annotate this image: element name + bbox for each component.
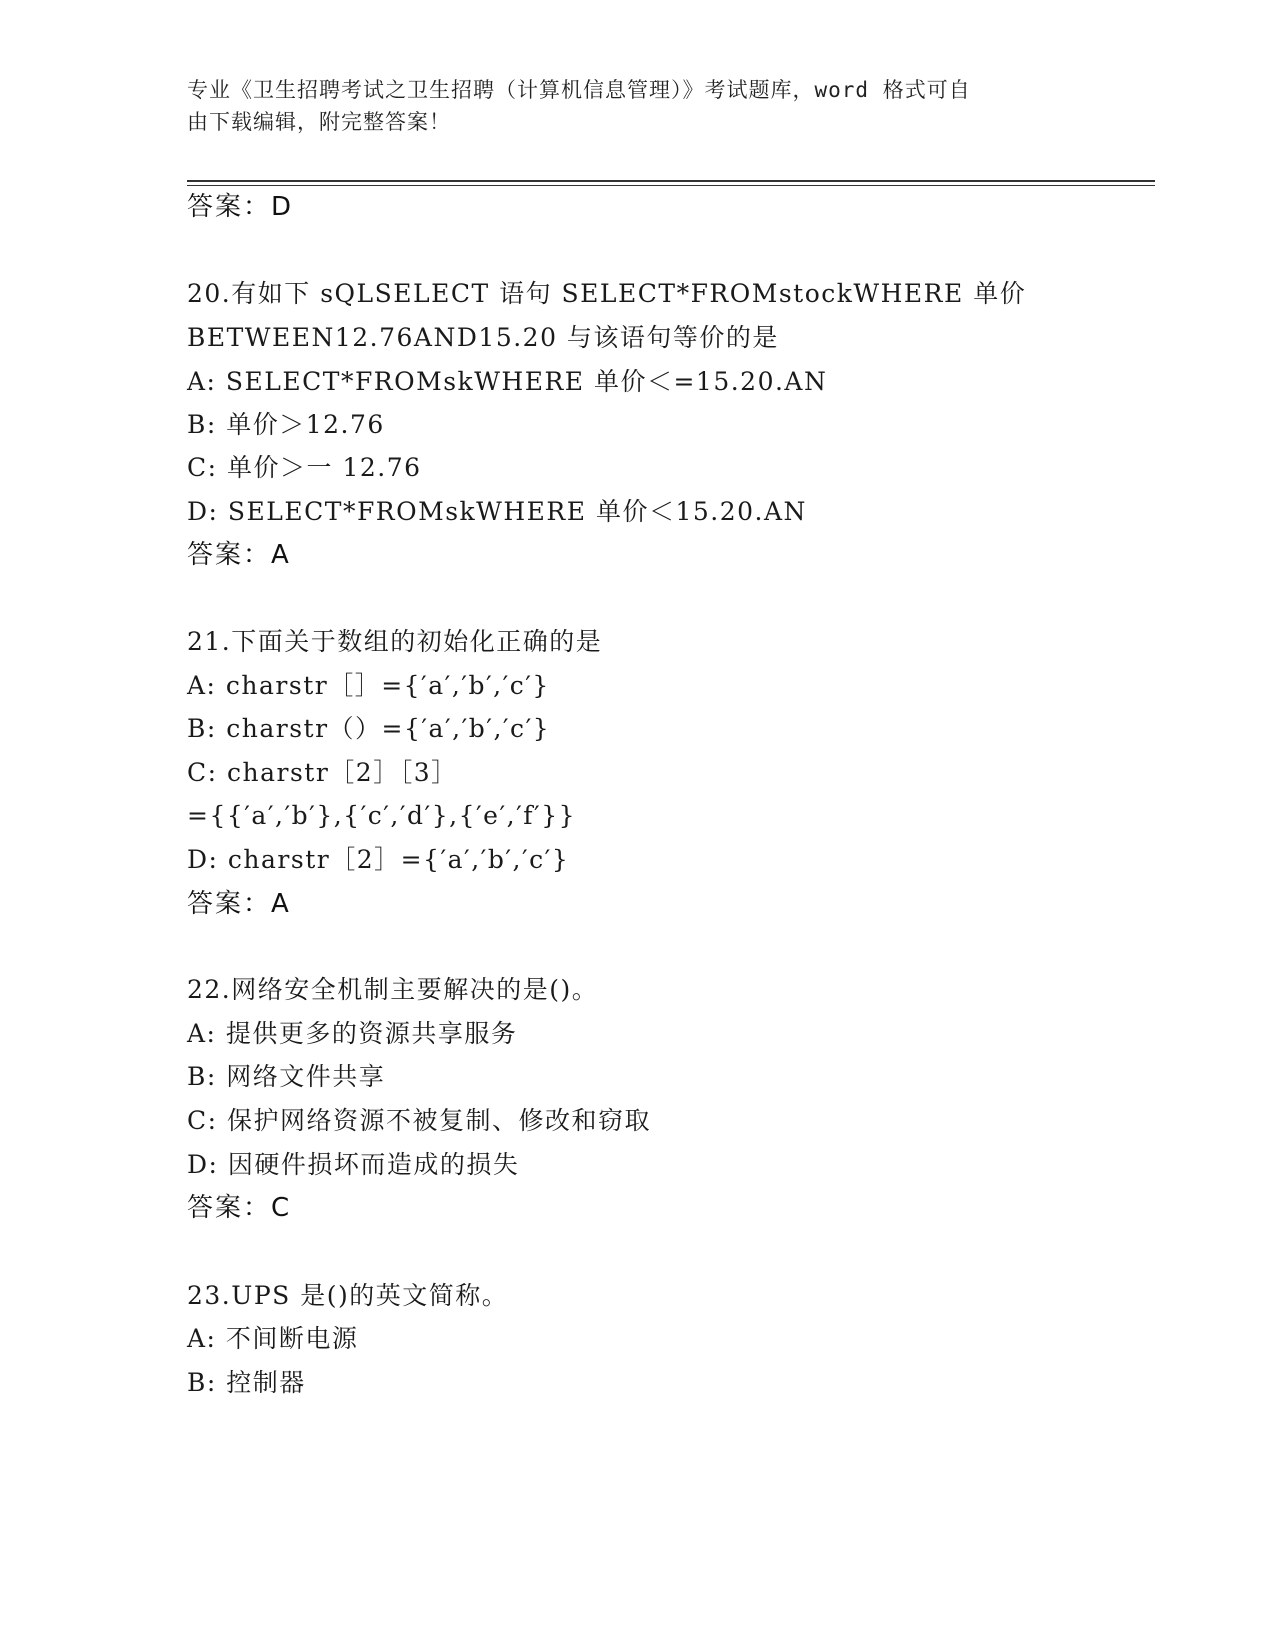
header-divider-thin (187, 185, 1155, 186)
q21-option-c-line-1: C: charstr［2］［3］ (187, 758, 458, 787)
q20-option-b: B: 单价＞12.76 (187, 410, 385, 439)
header-divider-thick (187, 180, 1155, 182)
document-header (187, 74, 1067, 138)
answer-q19: 答案：D (187, 192, 294, 222)
q23-option-a: A: 不间断电源 (187, 1324, 359, 1353)
q23-option-b: B: 控制器 (187, 1368, 306, 1397)
answer-q21: 答案：A (187, 889, 291, 919)
header-line-2: 由下载编辑，附完整答案！ (187, 110, 451, 134)
q22-option-a: A: 提供更多的资源共享服务 (187, 1019, 518, 1048)
q20-stem-line-2: BETWEEN12.76AND15.20 与该语句等价的是 (187, 323, 779, 352)
answer-q20: 答案：A (187, 540, 291, 570)
q22-option-b: B: 网络文件共享 (187, 1062, 386, 1091)
q20-option-c: C: 单价＞一 12.76 (187, 453, 422, 482)
q23-stem: 23.UPS 是()的英文简称。 (187, 1281, 509, 1310)
q21-stem: 21.下面关于数组的初始化正确的是 (187, 627, 603, 656)
header-line-1: 专业《卫生招聘考试之卫生招聘（计算机信息管理）》考试题库，word 格式可自 (187, 78, 971, 102)
q20-stem-line-1: 20.有如下 sQLSELECT 语句 SELECT*FROMstockWHERE 单价 (187, 279, 1027, 308)
q21-option-a: A: charstr［］={′a′,′b′,′c′} (187, 671, 550, 700)
q22-stem: 22.网络安全机制主要解决的是()。 (187, 975, 599, 1004)
q20-option-d: D: SELECT*FROMskWHERE 单价＜15.20.AN (187, 497, 807, 526)
q20-option-a: A: SELECT*FROMskWHERE 单价＜=15.20.AN (187, 367, 828, 396)
q22-option-d: D: 因硬件损坏而造成的损失 (187, 1150, 520, 1179)
q21-option-c-line-2: ={{′a′,′b′},{′c′,′d′},{′e′,′f′}} (187, 801, 577, 830)
q22-option-c: C: 保护网络资源不被复制、修改和窃取 (187, 1106, 651, 1135)
q21-option-d: D: charstr［2］={′a′,′b′,′c′} (187, 845, 570, 874)
answer-q22: 答案：C (187, 1193, 292, 1223)
q21-option-b: B: charstr（）={′a′,′b′,′c′} (187, 714, 551, 743)
